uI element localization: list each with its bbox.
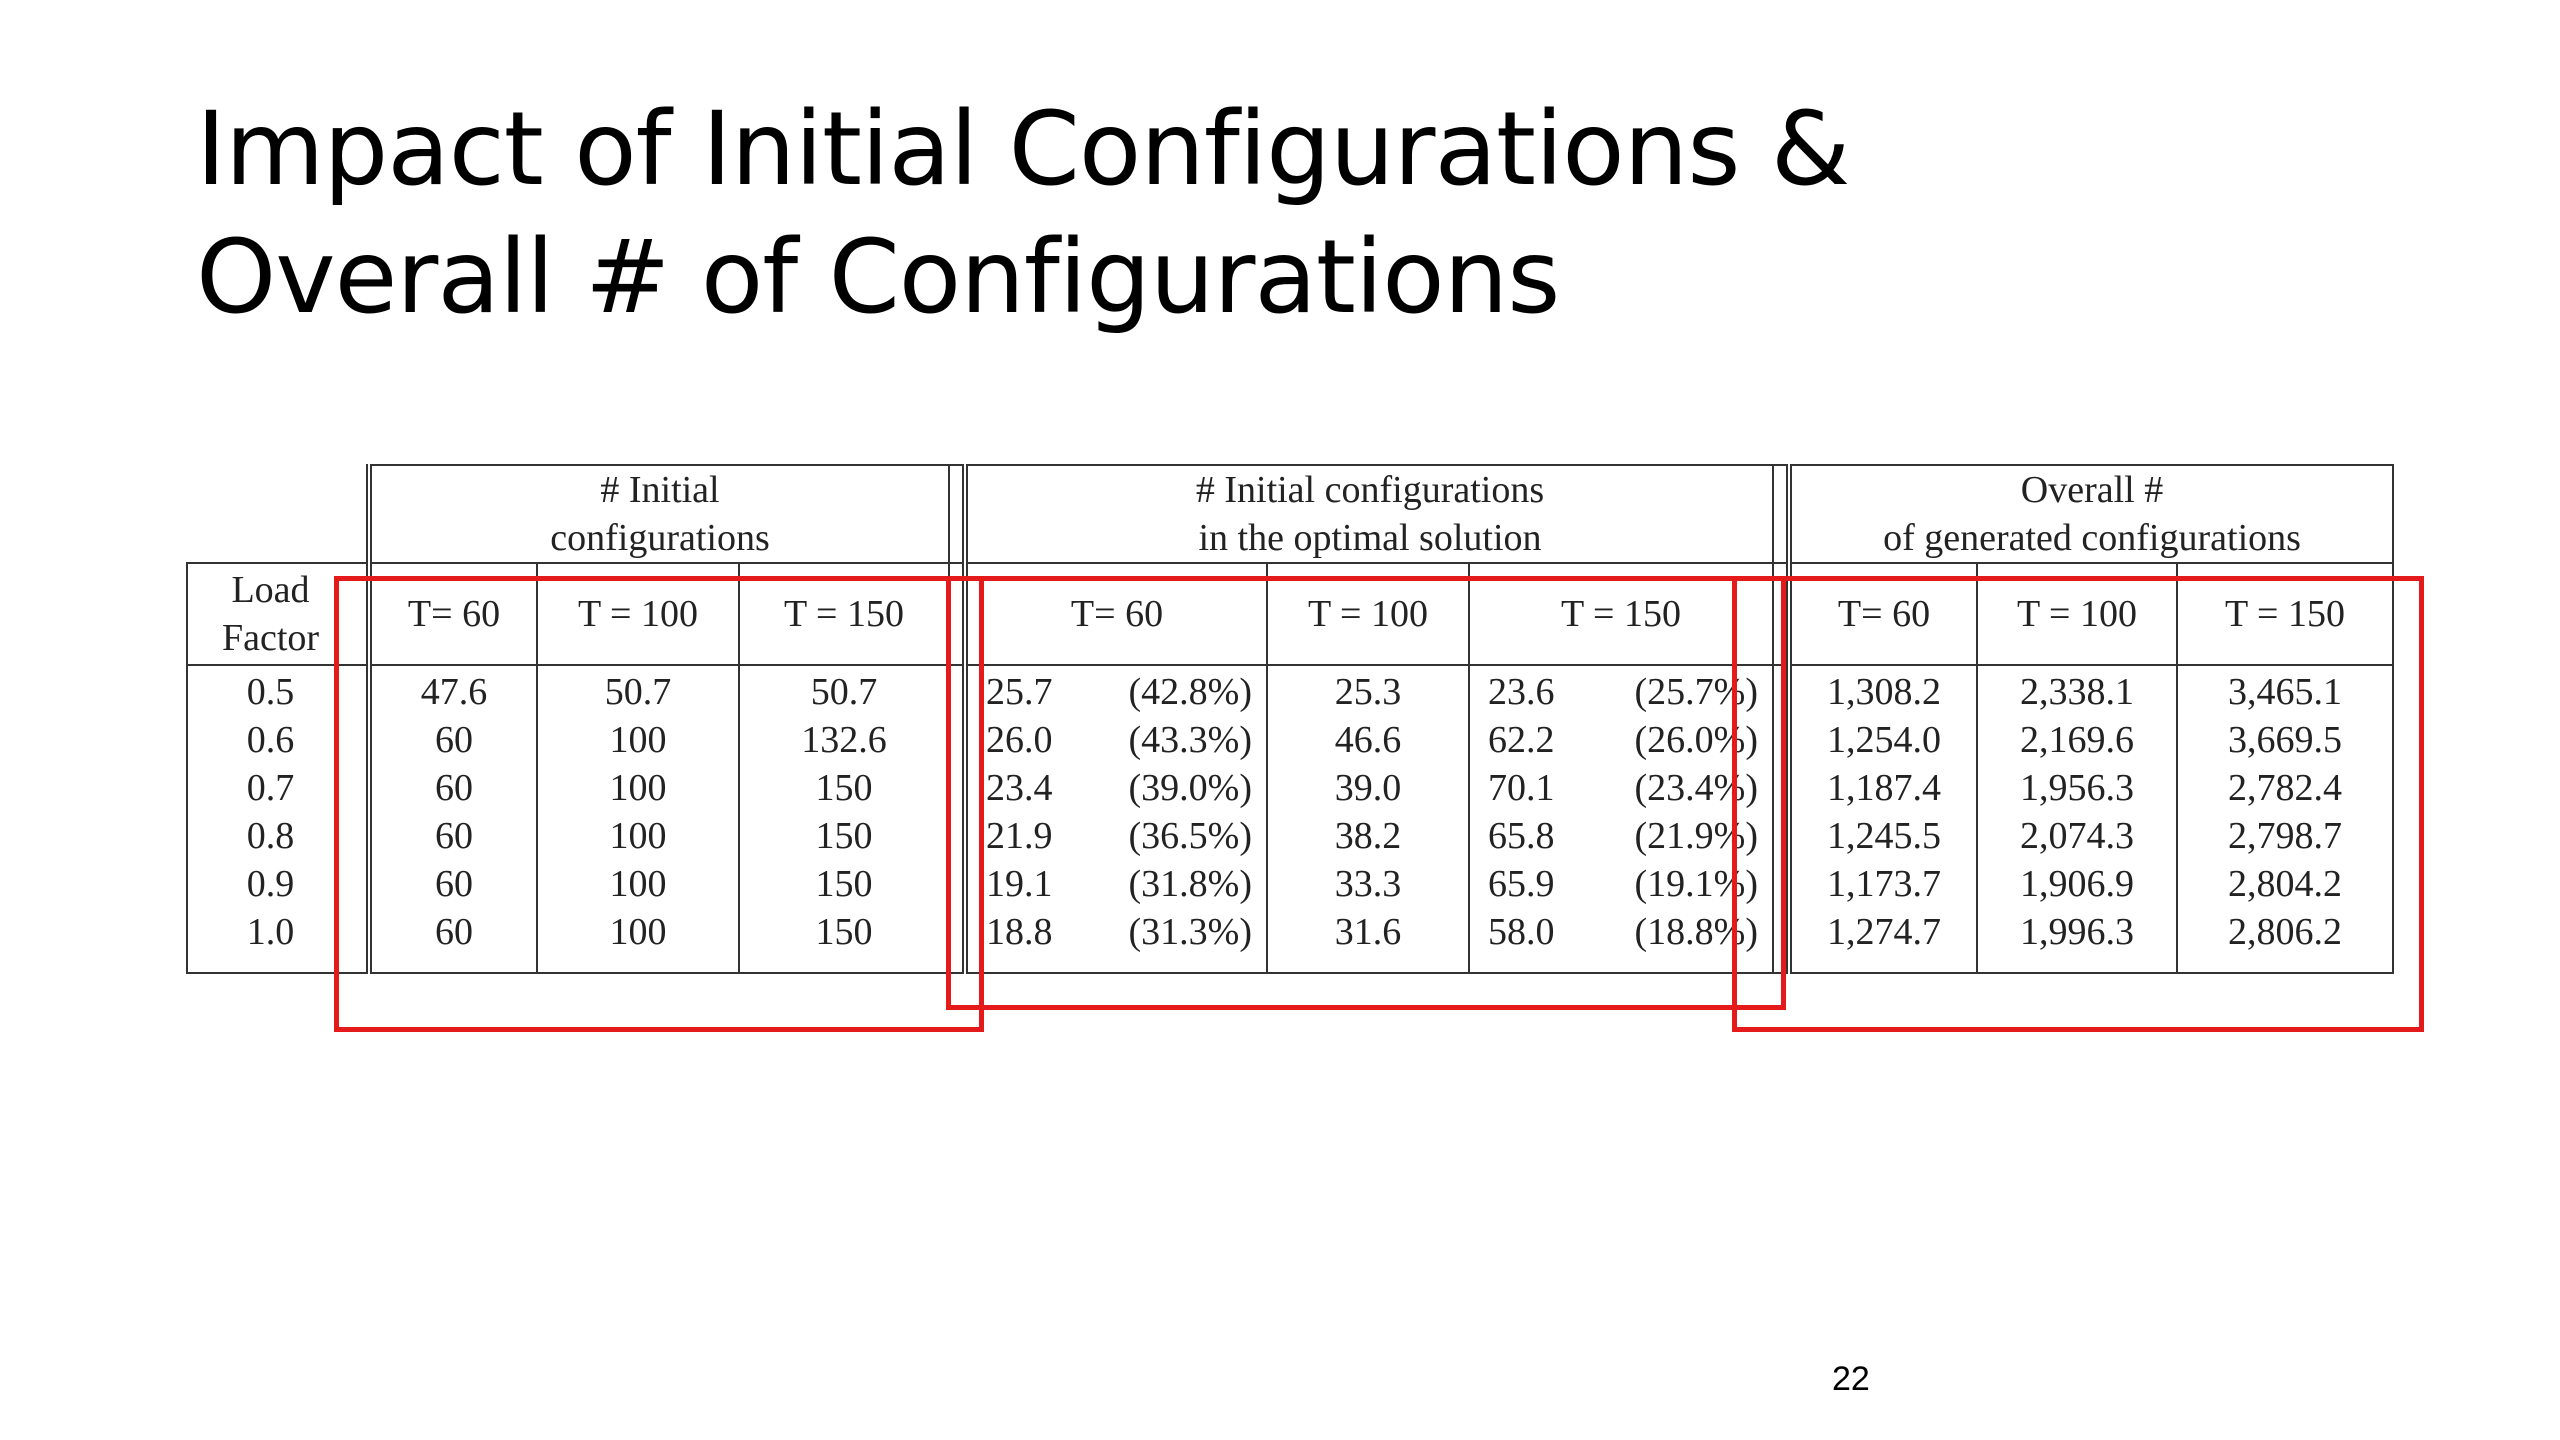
optimal-t60-cell-value: 18.8 [986,911,1053,953]
optimal-t150-cell-percent: (26.0%) [1634,719,1758,761]
overall-t60-cell: 1,254.0 [1789,716,1977,764]
optimal-t60-cell-percent: (43.3%) [1128,719,1252,761]
highlight-box-initial [334,576,984,1032]
optimal-t100-cell: 38.2 [1267,812,1469,860]
initial-t150-cell: 50.7 [739,665,949,716]
initial-t150-cell: 150 [739,812,949,860]
group-header-overall [1789,465,2393,563]
overall-t150-cell: 2,782.4 [2177,764,2393,812]
optimal-t60-cell-value: 23.4 [986,767,1053,809]
load-factor-cell: 0.5 [187,665,353,716]
subheader-optimal-t100: T = 100 [1267,563,1469,665]
group-initial-line2: configurations [550,517,770,559]
optimal-t100-cell: 46.6 [1267,716,1469,764]
subheader-initial-t150: T = 150 [739,563,949,665]
optimal-t150-cell-percent: (19.1%) [1634,863,1758,905]
subheader-initial-t60: T= 60 [369,563,537,665]
subheader-initial-t100: T = 100 [537,563,739,665]
group-optimal-line2: in the optimal solution [1198,517,1542,559]
optimal-t150-cell-value: 23.6 [1488,671,1555,713]
optimal-t100-cell: 33.3 [1267,860,1469,908]
subheader-optimal-t60: T= 60 [965,563,1267,665]
optimal-t60-cell-value: 19.1 [986,863,1053,905]
initial-t60-cell: 60 [369,716,537,764]
optimal-t60-cell-value: 25.7 [986,671,1053,713]
load-factor-line2: Factor [221,617,320,659]
overall-t100-cell: 2,074.3 [1977,812,2177,860]
overall-t60-cell: 1,187.4 [1789,764,1977,812]
optimal-t150-cell-percent: (25.7%) [1634,671,1758,713]
optimal-t150-cell-value: 58.0 [1488,911,1555,953]
initial-t60-cell: 47.6 [369,665,537,716]
load-factor-cell: 1.0 [187,908,353,973]
optimal-t60-cell-percent: (31.3%) [1128,911,1252,953]
optimal-t60-cell-percent: (39.0%) [1128,767,1252,809]
overall-t60-cell: 1,245.5 [1789,812,1977,860]
page-number: 22 [1832,1360,1870,1398]
highlight-box-overall [1732,576,2424,1032]
subheader-overall-t150: T = 150 [2177,563,2393,665]
initial-t150-cell: 150 [739,908,949,973]
initial-t100-cell: 50.7 [537,665,739,716]
overall-t100-cell: 2,338.1 [1977,665,2177,716]
overall-t60-cell: 1,274.7 [1789,908,1977,973]
initial-t150-cell: 150 [739,860,949,908]
initial-t100-cell: 100 [537,908,739,973]
overall-t100-cell: 1,956.3 [1977,764,2177,812]
subheader-optimal-t150: T = 150 [1469,563,1773,665]
subheader-overall-t100: T = 100 [1977,563,2177,665]
group-overall-line2: of generated configurations [1883,517,2301,559]
overall-t60-cell: 1,308.2 [1789,665,1977,716]
optimal-t150-cell-percent: (23.4%) [1634,767,1758,809]
overall-t100-cell: 1,906.9 [1977,860,2177,908]
optimal-t150-cell-value: 65.8 [1488,815,1555,857]
initial-t100-cell: 100 [537,716,739,764]
load-factor-cell: 0.8 [187,812,353,860]
load-factor-header [187,563,353,665]
optimal-t60-cell-percent: (31.8%) [1128,863,1252,905]
group-header-row [187,465,2393,563]
group-optimal-line1: # Initial configurations [1195,469,1545,511]
initial-t60-cell: 60 [369,860,537,908]
group-header-optimal [965,465,1773,563]
initial-t150-cell: 150 [739,764,949,812]
optimal-t60-cell-percent: (36.5%) [1128,815,1252,857]
overall-t100-cell: 1,996.3 [1977,908,2177,973]
initial-t60-cell: 60 [369,908,537,973]
overall-t150-cell: 3,465.1 [2177,665,2393,716]
optimal-t150-cell-value: 65.9 [1488,863,1555,905]
optimal-t150-cell-value: 62.2 [1488,719,1555,761]
optimal-t150-cell-percent: (21.9%) [1634,815,1758,857]
initial-t60-cell: 60 [369,764,537,812]
group-header-initial [369,465,949,563]
optimal-t60-cell-percent: (42.8%) [1128,671,1252,713]
group-overall-line1: Overall # [2020,469,2164,511]
overall-t150-cell: 2,798.7 [2177,812,2393,860]
initial-t60-cell: 60 [369,812,537,860]
initial-t150-cell: 132.6 [739,716,949,764]
slide-title [196,86,2196,342]
initial-t100-cell: 100 [537,860,739,908]
title-line-1: Impact of Initial Configurations & [196,90,1850,209]
subheader-overall-t60: T= 60 [1789,563,1977,665]
overall-t150-cell: 2,806.2 [2177,908,2393,973]
optimal-t150-cell-value: 70.1 [1488,767,1555,809]
highlight-box-optimal [946,576,1786,1010]
optimal-t60-cell-value: 21.9 [986,815,1053,857]
optimal-t60-cell-value: 26.0 [986,719,1053,761]
optimal-t100-cell: 39.0 [1267,764,1469,812]
optimal-t100-cell: 31.6 [1267,908,1469,973]
initial-t100-cell: 100 [537,764,739,812]
load-factor-cell: 0.7 [187,764,353,812]
group-initial-line1: # Initial [600,469,720,511]
optimal-t100-cell: 25.3 [1267,665,1469,716]
overall-t100-cell: 2,169.6 [1977,716,2177,764]
overall-t150-cell: 2,804.2 [2177,860,2393,908]
load-factor-cell: 0.6 [187,716,353,764]
title-line-2: Overall # of Configurations [196,218,1560,337]
overall-t60-cell: 1,173.7 [1789,860,1977,908]
load-factor-cell: 0.9 [187,860,353,908]
initial-t100-cell: 100 [537,812,739,860]
overall-t150-cell: 3,669.5 [2177,716,2393,764]
load-factor-line1: Load [231,569,310,611]
optimal-t150-cell-percent: (18.8%) [1634,911,1758,953]
